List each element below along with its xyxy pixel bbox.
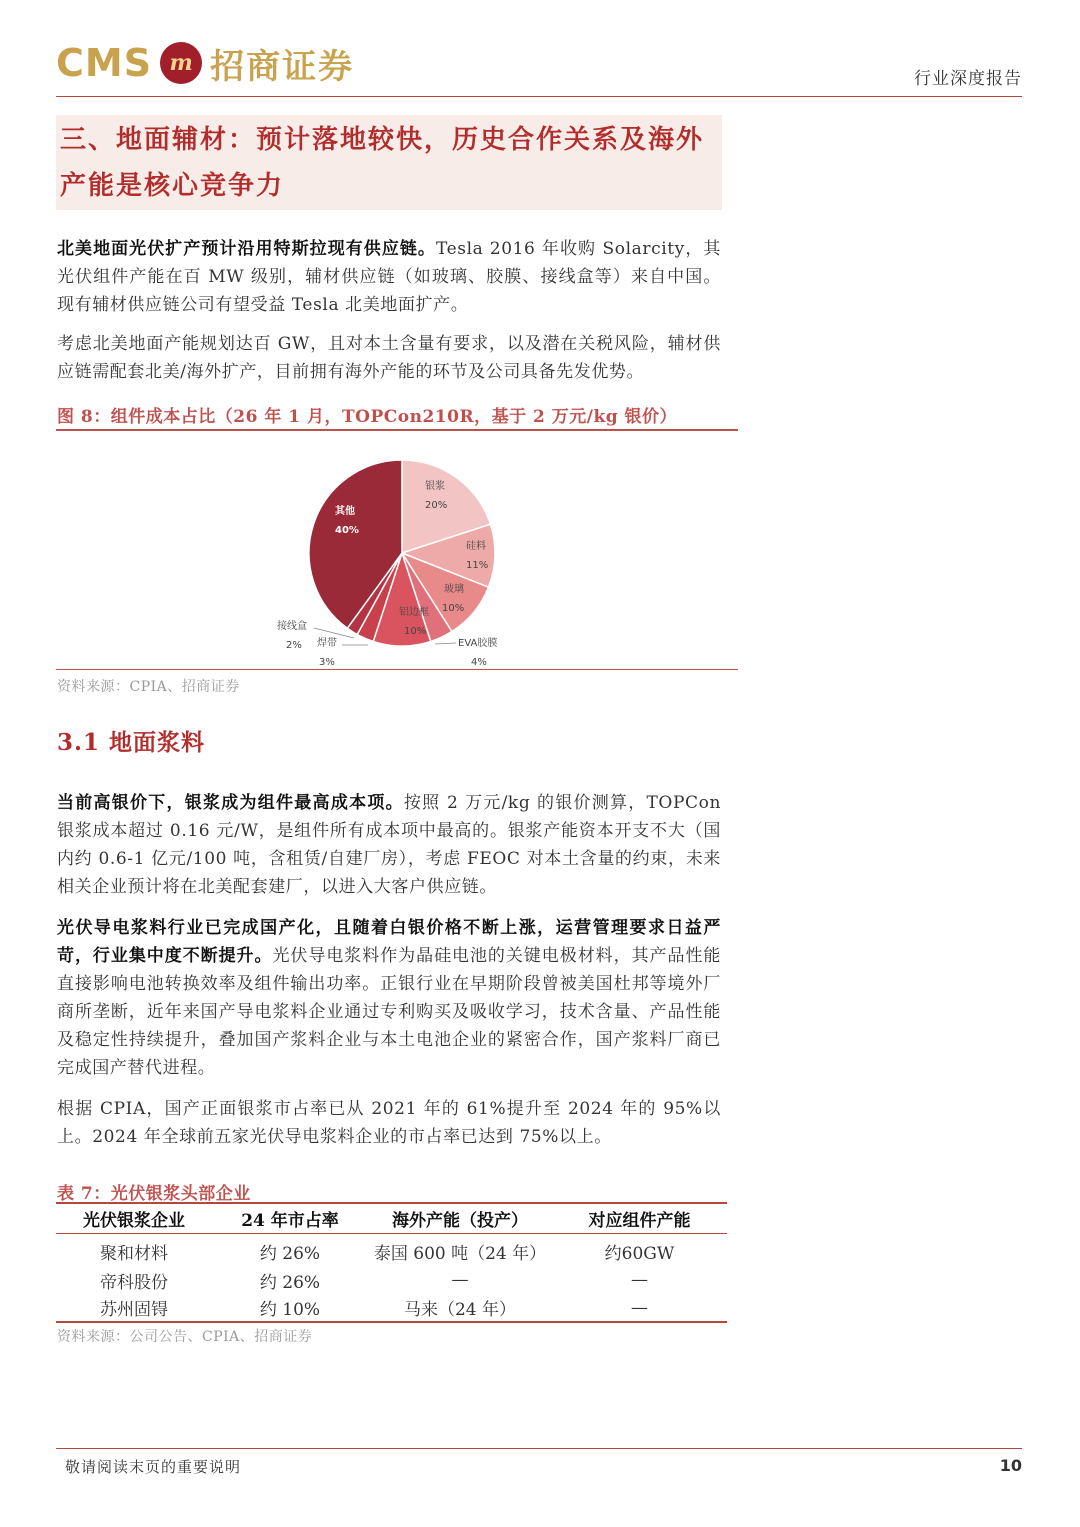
page-number: 10 — [999, 1456, 1022, 1475]
pct-al-frame: 10% — [404, 626, 427, 637]
footer-disclaimer: 敬请阅读末页的重要说明 — [65, 1458, 242, 1476]
logo-mark-icon: m — [160, 42, 202, 84]
paste-paragraph-2 — [57, 914, 721, 1082]
table-source: 资料来源：公司公告、CPIA、招商证券 — [57, 1329, 313, 1345]
table-cell: — — [552, 1294, 727, 1322]
table-row — [56, 1233, 727, 1266]
report-type: 行业深度报告 — [914, 69, 1022, 89]
paste-p2-body: 光伏导电浆料作为晶硅电池的关键电极材料，其产品性能直接影响电池转换效率及组件输出功率。正银行业在早期阶段曾被美国杜邦等境外厂商所垄断，近年来国产导电浆料企业通过专利购买及吸收学习，技术含量、产品性能及稳定性持续提升，叠加国产浆料企业与本土电池企业的紧密合作，国产浆料厂商已完成国产替代进程。 — [57, 946, 721, 1078]
intro-paragraph-1 — [57, 235, 721, 319]
table-cell: 约 26% — [259, 1272, 321, 1293]
label-polysilicon: 硅料 — [466, 541, 486, 552]
logo-cms-text: CMS — [56, 41, 153, 85]
intro-paragraph-2: 考虑北美地面产能规划达百 GW，且对本土含量有要求，以及潜在关税风险，辅材供应链需配套北美/海外扩产，目前拥有海外产能的环节及公司具备先发优势。 — [57, 334, 721, 382]
paste-paragraph-1 — [57, 789, 721, 901]
cost-share-pie-chart — [56, 432, 738, 670]
footer-divider — [56, 1448, 1022, 1449]
brand-logo — [56, 40, 354, 86]
paste-paragraph-3: 根据 CPIA，国产正面银浆市占率已从 2021 年的 61%提升至 2024 年的 95%以上。2024 年全球前五家光伏导电浆料企业的市占率已达到 75%以上。 — [57, 1099, 721, 1147]
table-cell: 帝科股份 — [100, 1272, 168, 1293]
table-cell: 聚和材料 — [100, 1244, 168, 1265]
table-header: 24 年市占率 — [212, 1203, 368, 1233]
table-row — [56, 1294, 727, 1322]
table-cell: 约 26% — [259, 1244, 321, 1265]
intro-lead: 北美地面光伏扩产预计沿用特斯拉现有供应链。 — [57, 239, 436, 259]
pct-junction-box: 2% — [286, 640, 302, 651]
section-title-banner — [56, 115, 722, 210]
pct-polysilicon: 11% — [466, 560, 489, 571]
pct-ribbon: 3% — [319, 657, 335, 668]
table-header: 对应组件产能 — [552, 1203, 727, 1233]
table-cell: 约 10% — [212, 1294, 368, 1322]
pct-glass: 10% — [442, 603, 465, 614]
table-title: 表 7：光伏银浆头部企业 — [57, 1184, 251, 1204]
subsection-title: 3.1 地面浆料 — [57, 729, 206, 756]
table-cell: — — [451, 1270, 469, 1290]
table-row — [56, 1266, 727, 1294]
label-silver-paste: 银浆 — [425, 481, 445, 492]
silver-paste-companies-table — [56, 1202, 727, 1323]
pct-eva: 4% — [471, 657, 487, 668]
table-cell: 苏州固锝 — [56, 1294, 212, 1322]
figure-bottom-rule — [56, 669, 738, 670]
logo-chinese-text: 招商证券 — [210, 46, 355, 87]
label-other: 其他 — [335, 506, 355, 517]
header-divider — [56, 96, 1022, 97]
label-glass: 玻璃 — [444, 584, 464, 595]
section-title-line2: 产能是核心竞争力 — [60, 171, 285, 201]
paste-p2-lead: 光伏导电浆料行业已完成国产化，且随着白银价格不断上涨，运营管理要求日益严苛，行业集中度不断提升。 — [57, 918, 721, 966]
label-eva: EVA胶膜 — [458, 638, 498, 649]
table-cell: — — [631, 1270, 648, 1290]
pct-silver-paste: 20% — [425, 500, 448, 511]
label-al-frame: 铝边框 — [399, 607, 429, 618]
leader-eva — [435, 643, 456, 644]
table-cell: 马来（24 年） — [368, 1294, 552, 1322]
paste-p1-lead: 当前高银价下，银浆成为组件最高成本项。 — [57, 793, 404, 813]
pct-other: 40% — [335, 525, 359, 536]
figure-title: 图 8：组件成本占比（26 年 1 月，TOPCon210R，基于 2 万元/kg 银价） — [57, 407, 678, 427]
label-ribbon: 焊带 — [317, 638, 337, 649]
table-cell: 泰国 600 吨（24 年） — [373, 1244, 547, 1265]
table-header: 海外产能（投产） — [368, 1203, 552, 1233]
paste-p1-body: 按照 2 万元/kg 的银价测算，TOPCon 银浆成本超过 0.16 元/W，是组件所有成本项中最高的。银浆产能资本开支不大（国内约 0.6-1 亿元/100 吨，含租赁/自建厂房），考虑 FEOC 对本土含量的约束，未来相关企业预计将在北美配套建厂，以进入大客户供应链。 — [57, 793, 721, 897]
figure-source: 资料来源：CPIA、招商证券 — [57, 679, 240, 695]
label-junction-box: 接线盒 — [277, 621, 307, 632]
table-header: 光伏银浆企业 — [56, 1203, 212, 1233]
intro-body: Tesla 2016 年收购 Solarcity，其光伏组件产能在百 MW 级别，辅材供应链（如玻璃、胶膜、接线盒等）来自中国。现有辅材供应链公司有望受益 Tesla 北美地面扩产。 — [57, 239, 721, 315]
table-cell: 约60GW — [604, 1244, 675, 1265]
figure-top-rule — [56, 429, 738, 431]
section-title-line1: 三、地面辅材：预计落地较快，历史合作关系及海外 — [60, 125, 705, 155]
